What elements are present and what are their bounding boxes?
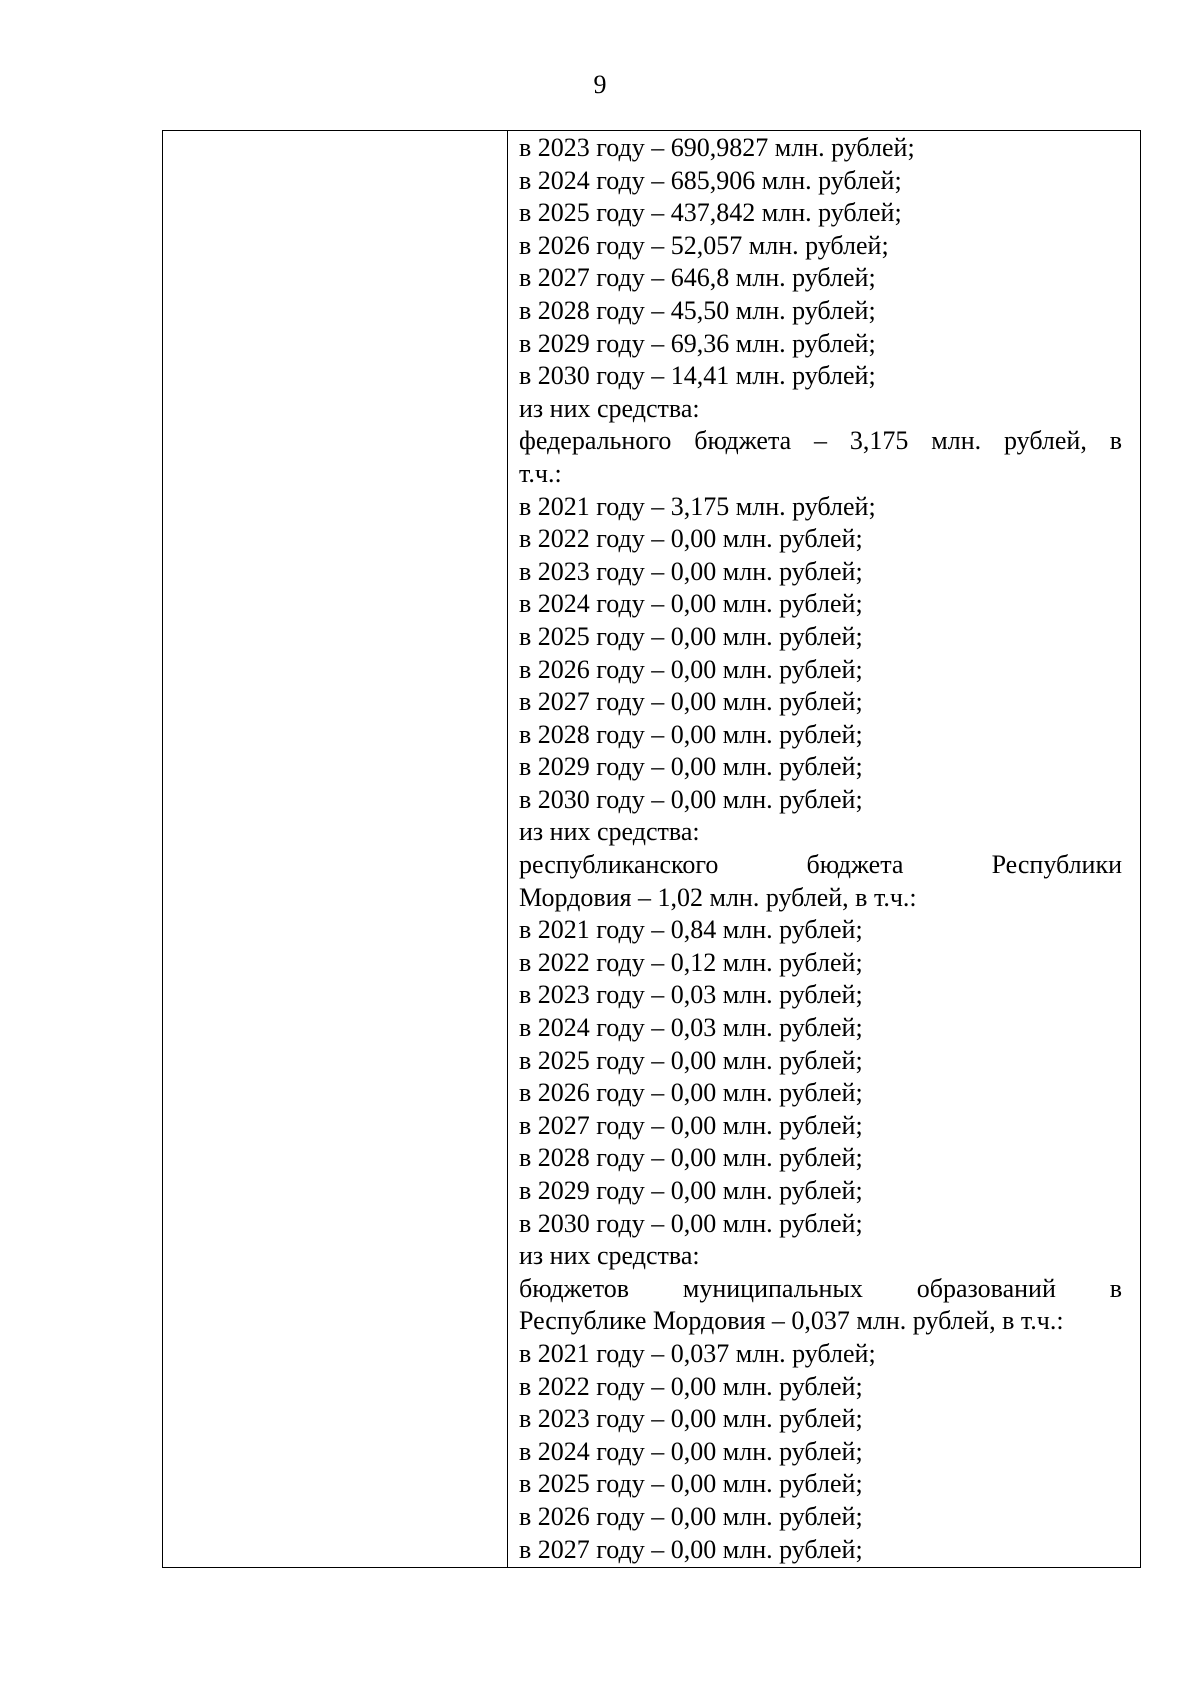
text-line: в 2028 году – 0,00 млн. рублей;	[519, 1143, 863, 1173]
text-line: в 2029 году – 0,00 млн. рублей;	[519, 1176, 863, 1205]
text-line: в 2024 году – 0,00 млн. рублей;	[519, 589, 863, 619]
text-line: в 2026 году – 0,00 млн. рублей;	[519, 1501, 863, 1531]
page-number: 9	[593, 70, 607, 99]
text-line: в 2023 году – 690,9827 млн. рублей;	[519, 133, 915, 162]
text-line: в 2030 году – 14,41 млн. рублей;	[519, 361, 876, 391]
text-line: в 2025 году – 0,00 млн. рублей;	[519, 1045, 863, 1075]
text-line: в 2023 году – 0,03 млн. рублей;	[519, 980, 863, 1010]
text-line: в 2026 году – 0,00 млн. рублей;	[519, 1078, 863, 1108]
text-line: из них средства:	[519, 393, 700, 423]
text-line: в 2027 году – 0,00 млн. рублей;	[519, 687, 863, 717]
text-line: федерального бюджета – 3,175 млн. рублей, в	[519, 426, 1122, 456]
text-line: т.ч.:	[519, 458, 562, 488]
text-line: в 2029 году – 0,00 млн. рублей;	[519, 752, 863, 782]
text-line: в 2025 году – 0,00 млн. рублей;	[519, 1469, 863, 1499]
column-divider	[507, 131, 508, 1567]
funding-table	[162, 130, 1141, 1568]
text-line: из них средства:	[519, 817, 700, 847]
text-line: в 2021 году – 3,175 млн. рублей;	[519, 491, 876, 521]
text-line: в 2024 году – 0,00 млн. рублей;	[519, 1436, 863, 1466]
text-line: в 2030 году – 0,00 млн. рублей;	[519, 1208, 863, 1238]
text-line: в 2022 году – 0,00 млн. рублей;	[519, 524, 863, 554]
text-line: в 2030 году – 0,00 млн. рублей;	[519, 784, 863, 814]
text-line: в 2022 году – 0,00 млн. рублей;	[519, 1371, 863, 1401]
text-line: в 2025 году – 0,00 млн. рублей;	[519, 621, 863, 651]
right-cell	[519, 131, 1122, 1566]
text-line: в 2023 году – 0,00 млн. рублей;	[519, 1404, 863, 1434]
text-line: в 2027 году – 646,8 млн. рублей;	[519, 263, 876, 293]
text-line: в 2027 году – 0,00 млн. рублей;	[519, 1110, 863, 1140]
text-line: в 2021 году – 0,037 млн. рублей;	[519, 1338, 876, 1368]
text-line: в 2027 году – 0,00 млн. рублей;	[519, 1534, 863, 1564]
text-line: в 2024 году – 0,03 млн. рублей;	[519, 1013, 863, 1043]
text-line: республиканского бюджета Республики	[519, 850, 1122, 880]
text-line: в 2028 году – 0,00 млн. рублей;	[519, 719, 863, 749]
text-line: в 2026 году – 52,057 млн. рублей;	[519, 230, 889, 260]
text-line: Мордовия – 1,02 млн. рублей, в т.ч.:	[519, 882, 917, 912]
text-line: в 2024 году – 685,906 млн. рублей;	[519, 165, 902, 195]
text-line: из них средства:	[519, 1241, 700, 1271]
text-line: в 2029 году – 69,36 млн. рублей;	[519, 328, 876, 358]
text-line: в 2022 году – 0,12 млн. рублей;	[519, 947, 863, 977]
text-line: в 2023 году – 0,00 млн. рублей;	[519, 556, 863, 586]
text-line: бюджетов муниципальных образований в	[519, 1273, 1122, 1303]
left-cell	[163, 131, 507, 1567]
text-line: в 2025 году – 437,842 млн. рублей;	[519, 198, 902, 228]
text-line: в 2028 году – 45,50 млн. рублей;	[519, 295, 876, 325]
text-line: Республике Мордовия – 0,037 млн. рублей, в т.ч.:	[519, 1306, 1064, 1336]
text-line: в 2021 году – 0,84 млн. рублей;	[519, 915, 863, 945]
text-line: в 2026 году – 0,00 млн. рублей;	[519, 654, 863, 684]
